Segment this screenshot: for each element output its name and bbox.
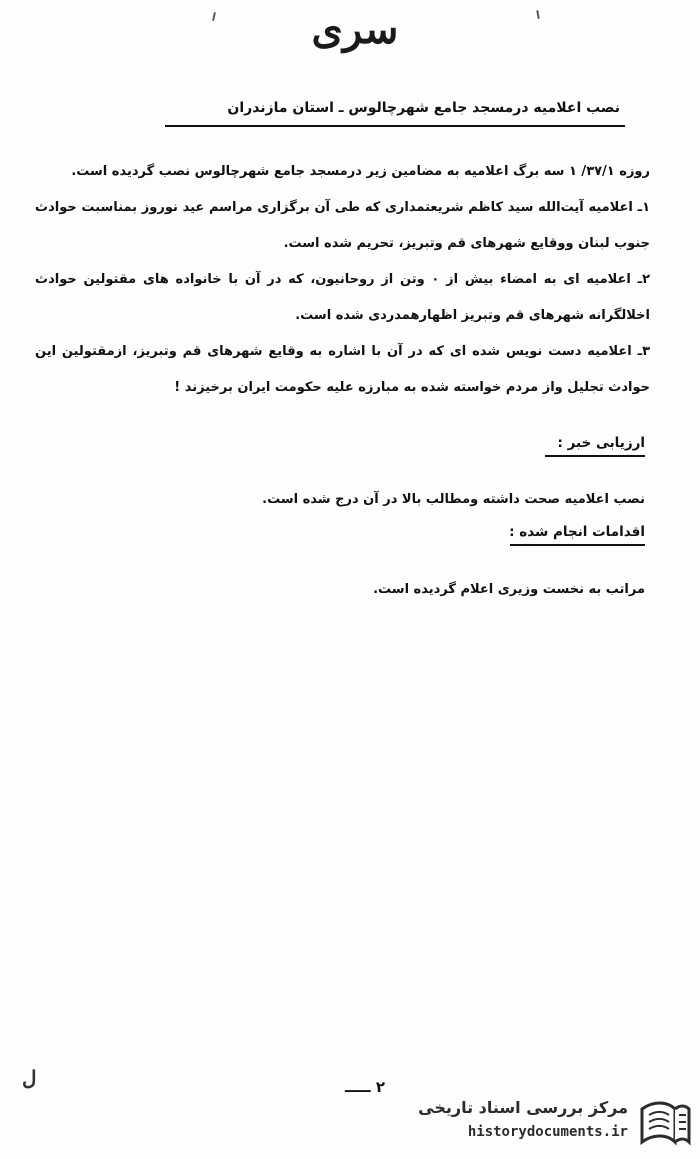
list-item: ۳ـ اعلامیه دست نویس شده ای که در آن با اشاره به وقایع شهرهای قم وتبریز، ازمقتولین این حوادث تجلیل واز مردم خواسته شده به مبارزه علیه حکومت ایران برخیزند !: [35, 344, 650, 395]
watermark-site: historydocuments.ir: [467, 1124, 628, 1140]
classification-label: سری: [311, 6, 399, 53]
document-heading: نصب اعلامیه درمسجد جامع شهرچالوس ـ استان مازندران: [227, 100, 620, 116]
open-book-logo-icon: [638, 1097, 692, 1147]
actions-underline: [510, 544, 645, 546]
evaluation-text: نصب اعلامیه صحت داشته ومطالب بالا در آن درج شده است.: [262, 492, 645, 507]
heading-underline: [165, 125, 625, 127]
list-item: ۲ـ اعلامیه ای به امضاء بیش از ۰ وتن از روحانیون، که در آن با خانواده های مقتولین حوادث اخلالگرانه شهرهای قم وتبریز اظهارهمدردی شده است.: [35, 272, 650, 323]
page-number: ۲ ـــــ: [344, 1078, 385, 1096]
archive-watermark: [410, 1093, 692, 1151]
evaluation-title: ارزیابی خبر :: [557, 435, 645, 451]
margin-mark: ل: [22, 1066, 37, 1090]
evaluation-underline: [545, 455, 645, 457]
intro-paragraph: روزه ۳۷/۱/ ۱ سه برگ اعلامیه به مضامین زیر درمسجد جامع شهرچالوس نصب گردیده است.: [71, 164, 650, 179]
actions-text: مراتب به نخست وزیری اعلام گردیده است.: [373, 582, 645, 597]
scan-speck: [536, 10, 540, 19]
scan-speck: [212, 12, 216, 21]
open-book-logo-icon: [638, 1097, 692, 1147]
watermark-name: مرکز بررسی اسناد تاریخی: [418, 1098, 628, 1117]
actions-title: اقدامات انجام شده :: [509, 524, 645, 540]
list-item: ۱ـ اعلامیه آیت‌الله سید کاظم شریعتمداری که طی آن برگزاری مراسم عید نوروز بمناسبت حوادث جنوب لبنان ووقایع شهرهای قم وتبریز، تحریم شده است.: [35, 200, 650, 251]
